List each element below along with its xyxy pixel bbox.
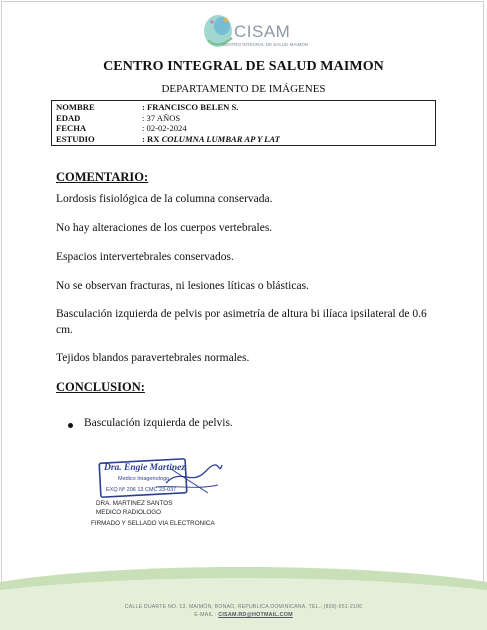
comment-line: Tejidos blandos paravertebrales normales. bbox=[56, 352, 250, 364]
info-row-name bbox=[56, 102, 431, 113]
comment-line: No se observan fracturas, ni lesiones líticas o blásticas. bbox=[56, 280, 309, 292]
comment-line: Basculación izquierda de pelvis por asimetría de altura bi ilíaca ipsilateral de 0.6 cm. bbox=[56, 308, 427, 336]
conclusion-item bbox=[68, 417, 233, 429]
footer-email bbox=[0, 612, 487, 618]
doctor-title: MEDICO RADIOLOGO bbox=[96, 509, 162, 516]
footer-address: CALLE DUARTE NO. 13, MAIMÓN, BONAO, REPUBLICA DOMINICANA, TEL.: (809)-551-2106 bbox=[124, 604, 363, 610]
age-label: EDAD bbox=[56, 112, 81, 123]
age-value: : 37 AÑOS bbox=[142, 112, 181, 123]
conclusion-heading: CONCLUSION: bbox=[56, 380, 145, 394]
doctor-name: DRA. MARTINEZ SANTOS bbox=[96, 500, 173, 507]
date-value: : 02-02-2024 bbox=[142, 123, 187, 133]
stamp-title: Medico Imagenologo bbox=[118, 476, 170, 482]
email-link[interactable]: CISAM.RD@HOTMAIL.COM bbox=[218, 612, 293, 618]
patient-info-box bbox=[51, 100, 436, 146]
name-label: NOMBRE bbox=[56, 102, 95, 112]
date-label: FECHA bbox=[56, 123, 87, 133]
signature-note: FIRMADO Y SELLADO VIA ELECTRONICA bbox=[91, 520, 215, 527]
email-label: E-MAIL : bbox=[194, 612, 219, 618]
bullet-icon bbox=[68, 423, 73, 428]
comment-heading: COMENTARIO: bbox=[56, 170, 149, 184]
name-value: : FRANCISCO BELEN S. bbox=[142, 102, 239, 112]
comment-line: No hay alteraciones de los cuerpos vertebrales. bbox=[56, 222, 273, 234]
study-label: ESTUDIO bbox=[56, 133, 95, 144]
info-row-study bbox=[56, 134, 431, 145]
footer-wave bbox=[0, 560, 487, 630]
conclusion-list bbox=[68, 417, 233, 429]
info-row-date bbox=[56, 123, 431, 134]
comment-line: Espacios intervertebrales conservados. bbox=[56, 251, 234, 263]
study-name: COLUMNA LUMBAR AP Y LAT bbox=[161, 133, 280, 144]
logo-subtitle: CENTRO INTEGRAL DE SALUD MAIMON bbox=[222, 42, 309, 47]
stamp-license: EXQ Nº 206 13 CMC 23-037 bbox=[106, 487, 177, 493]
logo-wordmark: CISAM bbox=[234, 22, 291, 41]
stamp-name: Dra. Engie Martinez bbox=[104, 463, 186, 473]
document-title: CENTRO INTEGRAL DE SALUD MAIMON bbox=[103, 59, 384, 74]
department-title: DEPARTAMENTO DE IMÁGENES bbox=[161, 83, 326, 95]
study-value bbox=[142, 134, 431, 145]
conclusion-item-text: Basculación izquierda de pelvis. bbox=[84, 417, 233, 429]
info-row-age bbox=[56, 113, 431, 124]
comment-line: Lordosis fisiológica de la columna conservada. bbox=[56, 193, 273, 205]
study-prefix: : RX bbox=[142, 133, 162, 144]
